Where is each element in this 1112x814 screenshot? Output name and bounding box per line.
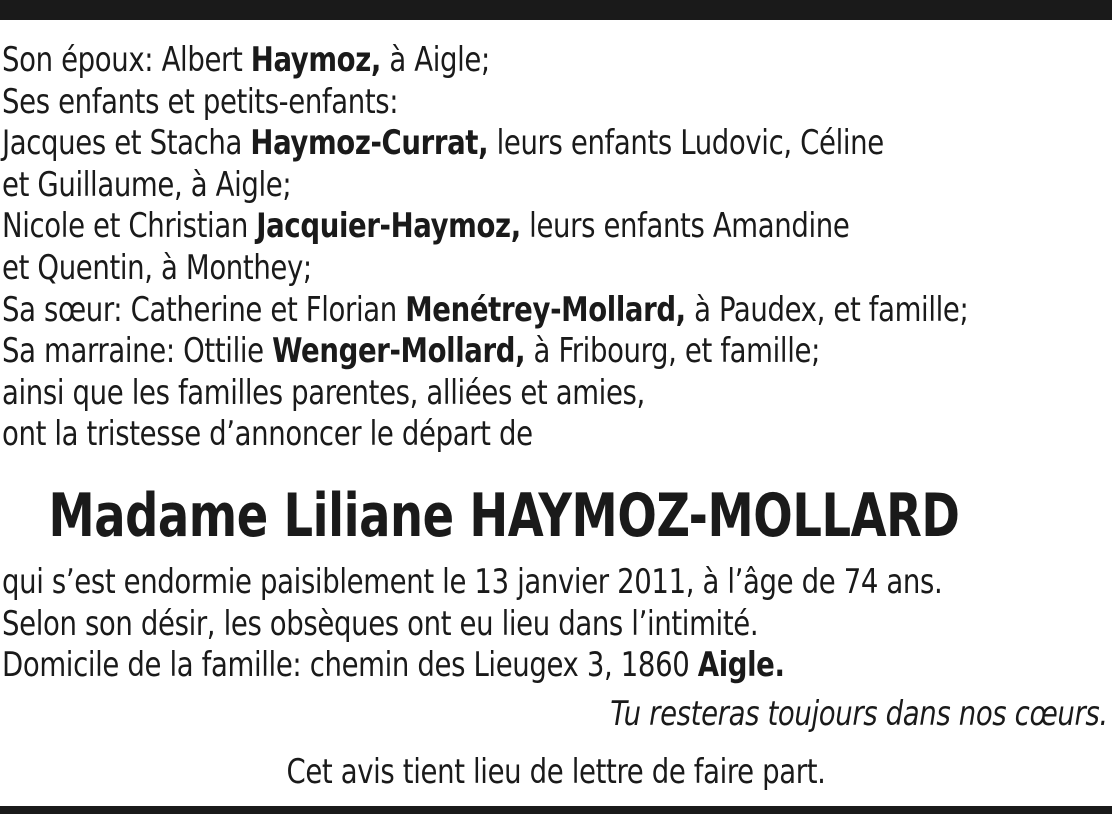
family-line: Ses enfants et petits-enfants: — [2, 81, 399, 122]
family-line: Jacques et Stacha Haymoz-Currat, leurs enfants Ludovic, Céline — [2, 123, 884, 164]
family-line: Son époux: Albert Haymoz, à Aigle; — [2, 40, 490, 80]
motto-text: Tu resteras toujours dans nos cœurs. — [610, 694, 1108, 734]
obituary-body — [2, 40, 1106, 687]
details-line: qui s’est endormie paisiblement le 13 janvier 2011, à l’âge de 74 ans. — [2, 561, 943, 602]
family-line: et Quentin, à Monthey; — [2, 247, 312, 288]
deceased-name-heading: Madame Liliane HAYMOZ-MOLLARD — [48, 480, 960, 551]
details-line: Domicile de la famille: chemin des Lieugex 3, 1860 Aigle. — [2, 645, 785, 686]
closing-note: Cet avis tient lieu de lettre de faire part. — [286, 752, 826, 792]
family-line: Sa sœur: Catherine et Florian Menétrey-Mollard, à Paudex, et famille; — [2, 289, 969, 330]
family-line: Nicole et Christian Jacquier-Haymoz, leurs enfants Amandine — [2, 206, 850, 247]
family-line: ainsi que les familles parentes, alliées et amies, — [2, 372, 645, 413]
family-line: ont la tristesse d’annoncer le départ de — [2, 414, 533, 455]
details-line: Selon son désir, les obsèques ont eu lieu dans l’intimité. — [2, 603, 759, 644]
bottom-border-rule — [0, 806, 1112, 814]
top-border-rule — [0, 0, 1112, 20]
family-line: et Guillaume, à Aigle; — [2, 164, 292, 205]
family-line: Sa marraine: Ottilie Wenger-Mollard, à Fribourg, et famille; — [2, 331, 820, 372]
